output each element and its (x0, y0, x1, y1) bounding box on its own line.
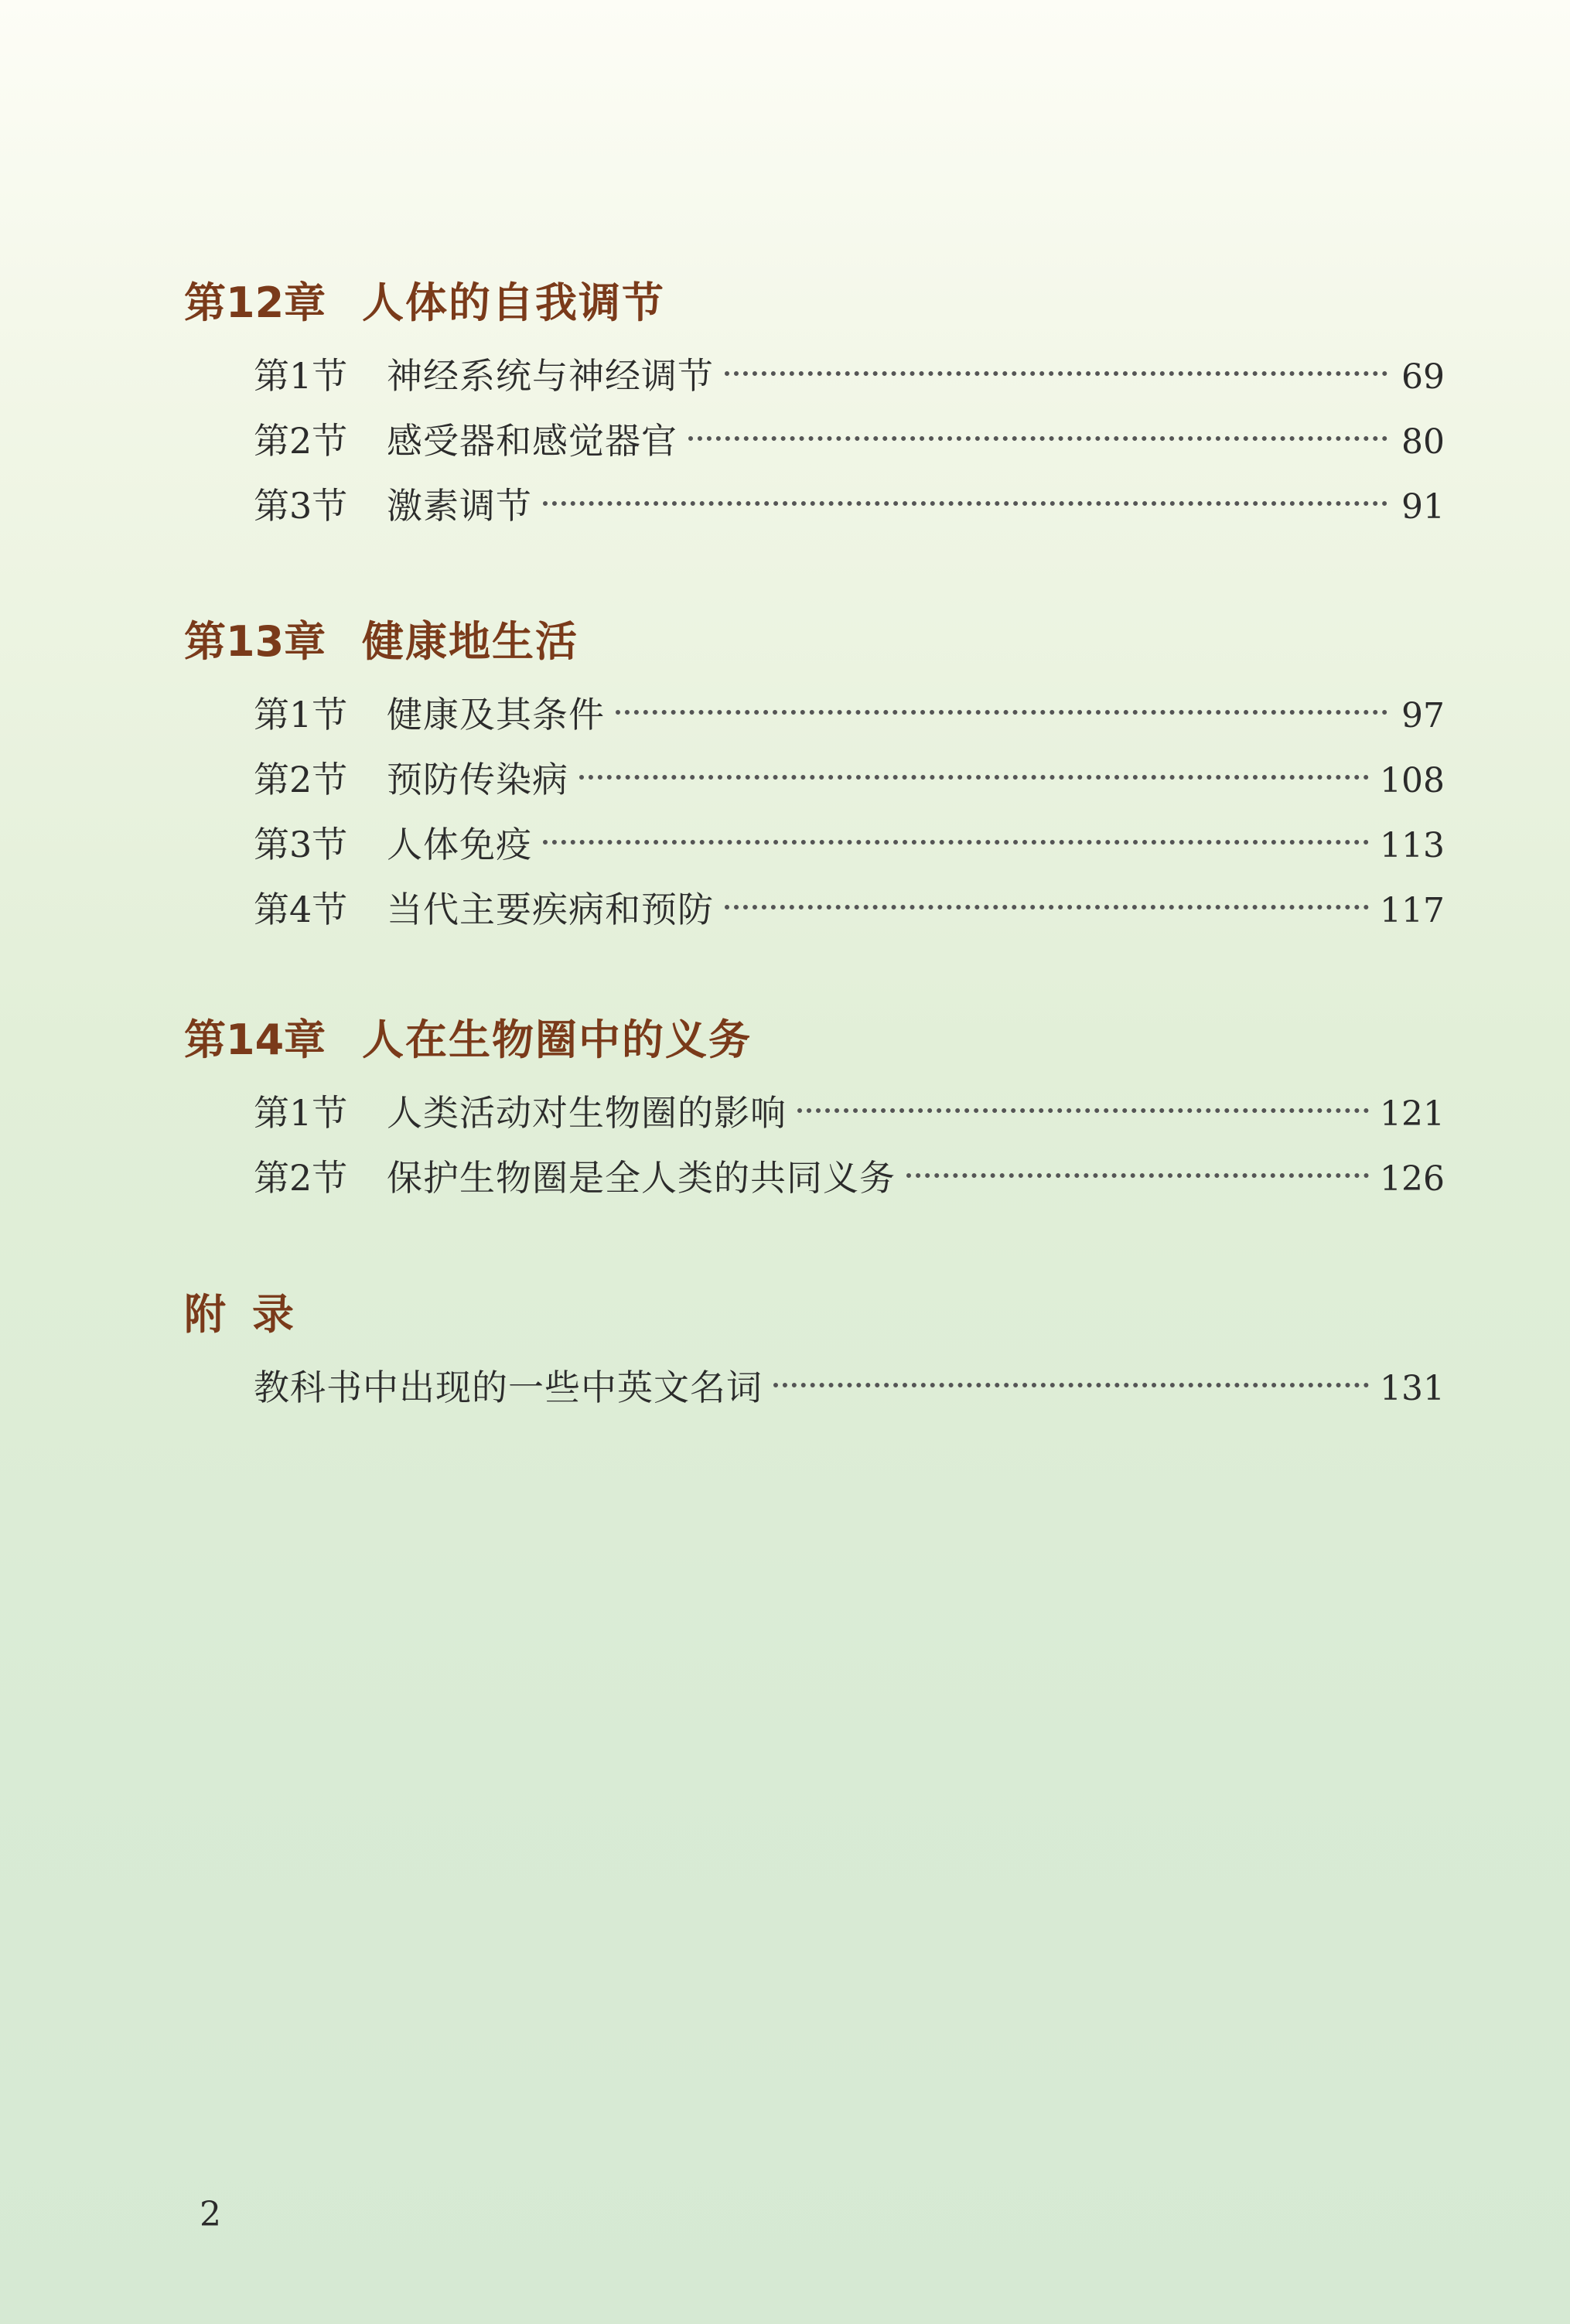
page-number: 126 (1380, 1159, 1445, 1199)
page-number: 69 (1401, 357, 1445, 397)
dot-leader (688, 401, 1387, 441)
dot-leader (543, 804, 1369, 845)
chapter-14 (184, 1009, 1445, 1210)
section-list (184, 343, 1445, 538)
section-title: 预防传染病 (387, 759, 568, 800)
section-number: 第2节 (254, 759, 348, 800)
section-title: 神经系统与神经调节 (387, 355, 714, 397)
page-number: 97 (1401, 696, 1445, 735)
dot-leader (773, 1347, 1369, 1387)
appendix (184, 1284, 1445, 1420)
toc-entry[interactable] (254, 1080, 1445, 1145)
appendix-list (184, 1355, 1445, 1420)
chapter-number: 第12章 (184, 278, 326, 327)
appendix-entry-title: 教科书中出现的一些中英文名词 (254, 1367, 763, 1408)
toc-entry[interactable] (254, 877, 1445, 942)
section-title: 人体免疫 (387, 824, 532, 865)
page-number: 108 (1380, 761, 1445, 800)
page-number: 113 (1380, 826, 1445, 865)
dot-leader (616, 674, 1387, 715)
chapter-name: 人体的自我调节 (362, 278, 665, 327)
toc-entry[interactable] (254, 473, 1445, 538)
chapter-name: 健康地生活 (362, 617, 579, 666)
section-title: 感受器和感觉器官 (387, 420, 677, 462)
toc-entry[interactable] (254, 1355, 1445, 1420)
section-number: 第4节 (254, 889, 348, 930)
dot-leader (579, 739, 1369, 780)
chapter-heading (184, 1009, 1445, 1071)
section-title: 保护生物圈是全人类的共同义务 (387, 1157, 896, 1199)
dot-leader (906, 1138, 1369, 1178)
dot-leader (797, 1073, 1369, 1113)
chapter-name: 人在生物圈中的义务 (362, 1015, 752, 1064)
page-footer-number: 2 (200, 2195, 221, 2234)
page-number: 121 (1380, 1094, 1445, 1134)
section-title: 健康及其条件 (387, 694, 605, 735)
section-title: 人类活动对生物圈的影响 (387, 1092, 787, 1134)
toc-entry[interactable] (254, 682, 1445, 747)
page-number: 131 (1380, 1369, 1445, 1408)
chapter-heading (184, 611, 1445, 673)
dot-leader (725, 336, 1387, 376)
page-number: 117 (1380, 891, 1445, 930)
dot-leader (725, 869, 1369, 909)
section-title: 激素调节 (387, 485, 532, 527)
chapter-12 (184, 272, 1445, 538)
section-number: 第1节 (254, 355, 348, 397)
appendix-heading: 附录 (184, 1290, 320, 1339)
toc-entry[interactable] (254, 812, 1445, 877)
section-number: 第2节 (254, 420, 348, 462)
page-number: 91 (1401, 487, 1445, 527)
section-list (184, 1080, 1445, 1210)
chapter-number: 第13章 (184, 617, 326, 666)
toc-entry[interactable] (254, 343, 1445, 408)
chapter-13 (184, 611, 1445, 942)
section-list (184, 682, 1445, 942)
chapter-number: 第14章 (184, 1015, 326, 1064)
section-number: 第2节 (254, 1157, 348, 1199)
section-number: 第1节 (254, 694, 348, 735)
section-number: 第1节 (254, 1092, 348, 1134)
section-title: 当代主要疾病和预防 (387, 889, 714, 930)
toc-entry[interactable] (254, 1145, 1445, 1210)
dot-leader (543, 466, 1387, 506)
section-number: 第3节 (254, 485, 348, 527)
toc-entry[interactable] (254, 408, 1445, 473)
section-number: 第3节 (254, 824, 348, 865)
toc-entry[interactable] (254, 747, 1445, 812)
chapter-heading (184, 272, 1445, 334)
page-number: 80 (1401, 422, 1445, 462)
